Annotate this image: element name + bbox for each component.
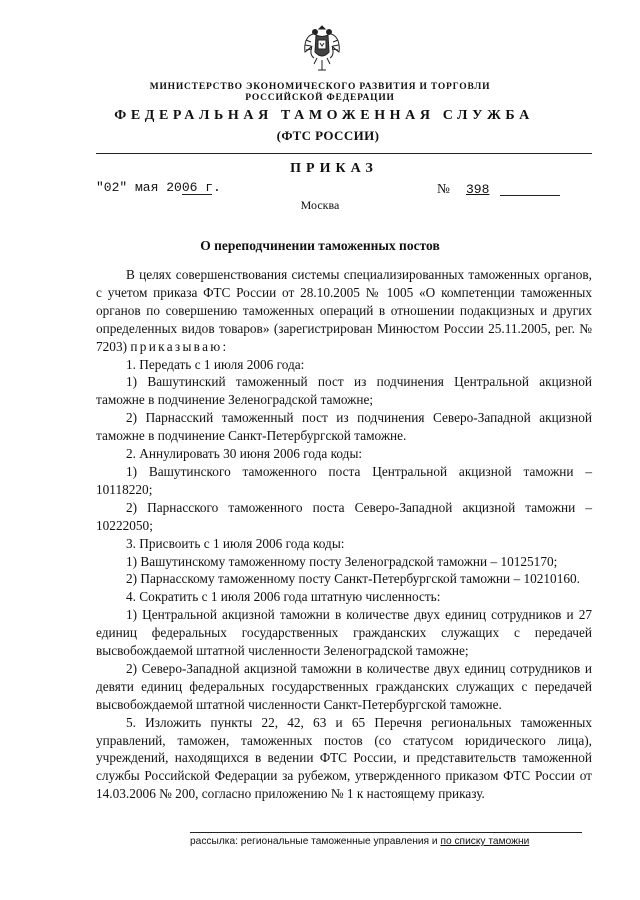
intro-text: В целях совершенствования системы специализированных таможенных органов, с учетом приказа ФТС России от 28.10.2005 № 1005 «О компетенции таможенных органов по совершению таможенных операций в отношении подакцизных и других определенных видов товаров» (зарегистрирован Минюстом России 25.11.2005, рег. № 7203) [96, 267, 592, 354]
item-4-2: 2) Северо-Западной акцизной таможни в количестве двух единиц сотрудников и девяти единиц федеральных государственных гражданских служащих с передачей высвобождаемой штатной численности Санкт-Петербургской таможне. [96, 660, 592, 712]
order-date: "02" мая 2006 г. [96, 180, 221, 195]
item-4-1: 1) Центральной акцизной таможни в количестве двух единиц сотрудников и 27 единиц федеральных государственных гражданских служащих с передачей высвобождаемой штатной численности Зеленоградской таможне; [96, 607, 592, 659]
item-5: 5. Изложить пункты 22, 42, 63 и 65 Перечня региональных таможенных управлений, таможен, таможенных постов (со статусом юридического лица), учреждений, находящихся в ведении ФТС России, и представительств таможенной службы Российской Федерации за рубежом, утвержденного приказом ФТС России от 14.03.2006 № 200, согласно приложению № 1 к настоящему приказу. [96, 714, 592, 802]
item-3-2: 2) Парнасскому таможенному посту Санкт-Петербургской таможни – 10210160. [126, 571, 580, 587]
order-number-sign: № [437, 181, 450, 196]
ministry-name-line2: РОССИЙСКОЙ ФЕДЕРАЦИИ [245, 93, 395, 103]
item-2-2: 2) Парнасского таможенного поста Северо-Западной акцизной таможни – 10222050; [96, 499, 592, 533]
order-number: 398 [466, 182, 490, 197]
item-1-1: 1) Вашутинский таможенный пост из подчинения Центральной акцизной таможне в подчинение Зеленоградской таможне; [96, 374, 592, 408]
item-3: 3. Присвоить с 1 июля 2006 года коды: [126, 535, 345, 551]
distribution-list: по списку таможни [440, 836, 530, 847]
item-2: 2. Аннулировать 30 июня 2006 года коды: [126, 446, 363, 462]
distribution-text: рассылка: региональные таможенные управления и [190, 836, 438, 847]
double-headed-eagle-icon [302, 22, 342, 74]
order-title: О переподчинении таможенных постов [200, 238, 440, 253]
number-underline [500, 195, 560, 196]
document-type-heading: ПРИКАЗ [290, 161, 378, 176]
item-1: 1. Передать с 1 июля 2006 года: [126, 356, 305, 372]
date-underline [182, 194, 212, 195]
item-3-1: 1) Вашутинскому таможенному посту Зеленоградской таможни – 10125170; [126, 553, 558, 569]
intro-paragraph [96, 266, 592, 356]
item-4: 4. Сократить с 1 июля 2006 года штатную численность: [126, 589, 441, 605]
item-2-1: 1) Вашутинского таможенного поста Центральной акцизной таможни – 10118220; [96, 463, 592, 497]
service-name: ФЕДЕРАЛЬНАЯ ТАМОЖЕННАЯ СЛУЖБА [114, 108, 534, 123]
distribution-note [190, 832, 582, 847]
intro-decree-word: приказываю: [130, 338, 229, 354]
order-body [96, 266, 592, 803]
item-1-2: 2) Парнасский таможенный пост из подчинения Северо-Западной акцизной таможне в подчинение Санкт-Петербургской таможне. [96, 410, 592, 444]
order-city: Москва [300, 198, 340, 212]
ministry-name-line1: МИНИСТЕРСТВО ЭКОНОМИЧЕСКОГО РАЗВИТИЯ И ТОРГОВЛИ [149, 82, 491, 92]
service-abbreviation: (ФТС РОССИИ) [276, 128, 380, 143]
header-divider [96, 153, 592, 154]
